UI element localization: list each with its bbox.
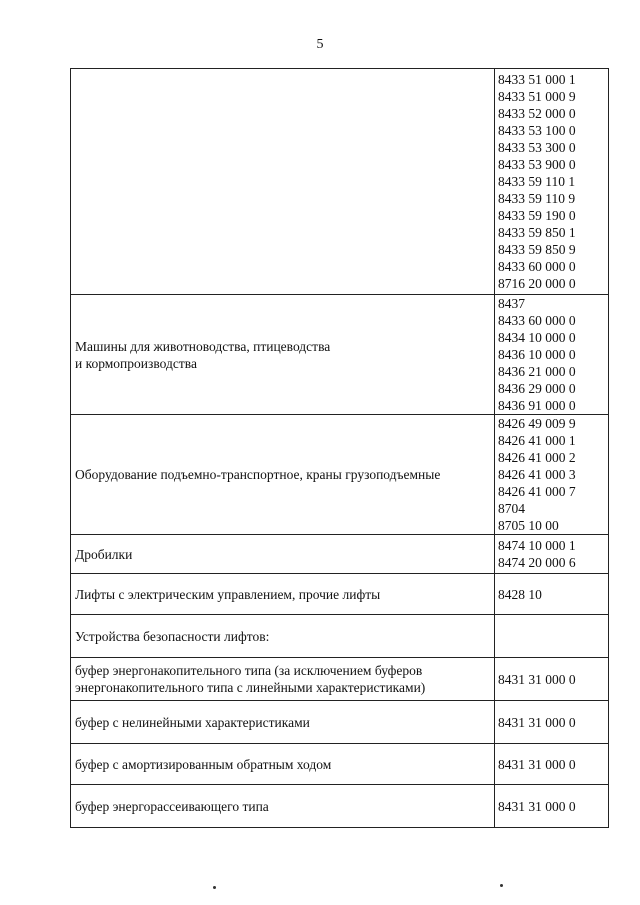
row-name-cell: Оборудование подъемно-транспортное, краны грузоподъемные <box>71 415 495 535</box>
code-entry: 8433 60 000 0 <box>498 313 576 328</box>
table-row <box>71 535 609 574</box>
code-entry: 8437 <box>498 296 525 311</box>
row-codes-cell <box>495 574 609 615</box>
code-entry: 8426 41 000 7 <box>498 484 576 499</box>
scan-mark <box>213 886 216 889</box>
row-name-line: Машины для животноводства, птицеводства <box>75 338 331 354</box>
page-number: 5 <box>316 37 324 52</box>
row-codes-cell <box>495 701 609 744</box>
code-entry: 8436 10 000 0 <box>498 347 576 362</box>
row-codes-cell <box>495 658 609 701</box>
code-entry: 8433 52 000 0 <box>498 106 576 121</box>
code-entry: 8431 31 000 0 <box>498 756 576 772</box>
row-name-cell: Лифты с электрическим управлением, прочие лифты <box>71 574 495 615</box>
code-entry: 8428 10 <box>498 586 542 602</box>
code-entry: 8433 59 110 9 <box>498 191 576 206</box>
code-entry: 8433 53 300 0 <box>498 140 576 155</box>
code-entry: 8426 49 009 9 <box>498 416 576 431</box>
table-row <box>71 744 609 785</box>
code-entry: 8431 31 000 0 <box>498 671 576 687</box>
row-name-cell: буфер с нелинейными характеристиками <box>71 701 495 744</box>
code-entry: 8433 59 850 1 <box>498 225 576 240</box>
table-row <box>71 701 609 744</box>
table-row <box>71 574 609 615</box>
table-row <box>71 785 609 828</box>
table-row <box>71 69 609 295</box>
code-entry: 8426 41 000 1 <box>498 433 576 448</box>
code-entry: 8436 29 000 0 <box>498 381 576 396</box>
table-row <box>71 415 609 535</box>
scan-mark <box>500 884 503 887</box>
code-entry: 8436 91 000 0 <box>498 398 576 413</box>
code-entry: 8436 21 000 0 <box>498 364 576 379</box>
row-codes-cell <box>495 69 609 295</box>
code-entry: 8433 60 000 0 <box>498 259 576 274</box>
row-codes-cell <box>495 295 609 415</box>
row-codes-cell <box>495 744 609 785</box>
row-name-line: и кормопроизводства <box>75 355 197 371</box>
code-entry: 8705 10 00 <box>498 518 559 533</box>
code-entry: 8426 41 000 2 <box>498 450 576 465</box>
row-name-cell <box>71 69 495 295</box>
equipment-codes-table <box>70 68 609 828</box>
code-entry: 8431 31 000 0 <box>498 714 576 730</box>
code-entry: 8433 59 850 9 <box>498 242 576 257</box>
code-entry: 8716 20 000 0 <box>498 276 576 291</box>
code-entry: 8426 41 000 3 <box>498 467 576 482</box>
code-entry: 8704 <box>498 501 525 516</box>
code-entry: 8431 31 000 0 <box>498 798 576 814</box>
table-row <box>71 295 609 415</box>
code-entry: 8433 53 900 0 <box>498 157 576 172</box>
code-entry: 8433 59 190 0 <box>498 208 576 223</box>
table-row <box>71 658 609 701</box>
code-entry: 8474 10 000 1 <box>498 538 576 553</box>
row-codes-cell <box>495 615 609 658</box>
table-row <box>71 615 609 658</box>
row-name-cell <box>71 295 495 415</box>
row-name-line: энергонакопительного типа с линейными характеристиками) <box>75 680 426 695</box>
row-name-line: буфер энергонакопительного типа (за исключением буферов <box>75 663 423 678</box>
code-entry: 8433 53 100 0 <box>498 123 576 138</box>
row-codes-cell <box>495 415 609 535</box>
code-entry: 8433 51 000 9 <box>498 89 576 104</box>
row-name-cell: буфер энергорассеивающего типа <box>71 785 495 828</box>
row-name-cell: Дробилки <box>71 535 495 574</box>
row-name-cell <box>71 658 495 701</box>
code-entry: 8433 51 000 1 <box>498 72 576 87</box>
row-codes-cell <box>495 785 609 828</box>
row-name-cell: Устройства безопасности лифтов: <box>71 615 495 658</box>
code-entry: 8474 20 000 6 <box>498 555 576 570</box>
code-entry: 8434 10 000 0 <box>498 330 576 345</box>
code-entry: 8433 59 110 1 <box>498 174 576 189</box>
row-codes-cell <box>495 535 609 574</box>
row-name-cell: буфер с амортизированным обратным ходом <box>71 744 495 785</box>
